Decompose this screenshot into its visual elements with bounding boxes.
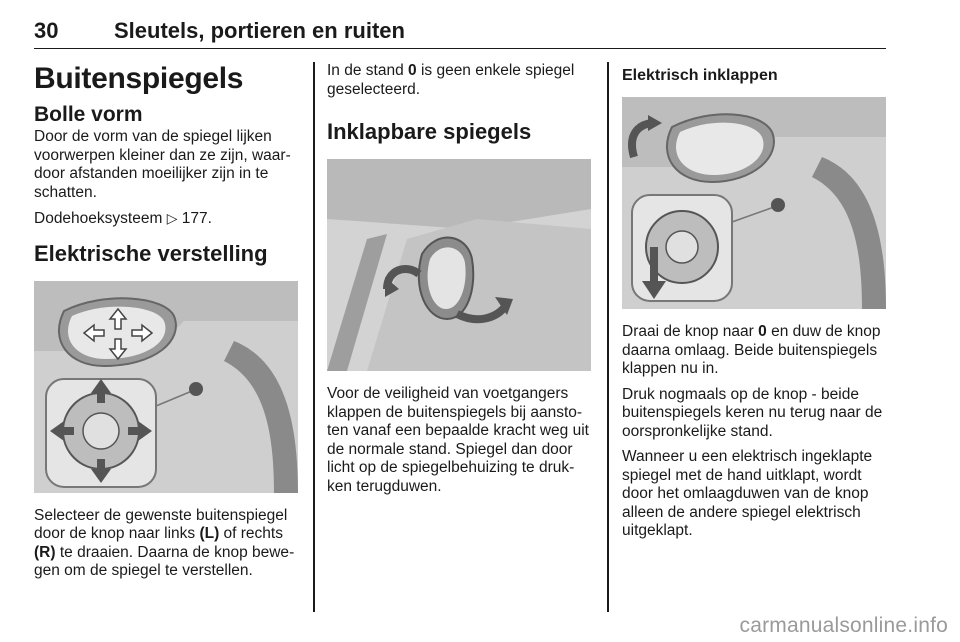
paragraph: Draai de knop naar 0 en duw de knop daarna omlaag. Beide buitenspiegels klappen nu in.: [622, 323, 881, 377]
mirror-adjust-illustration: [34, 281, 298, 493]
subheading-elektrisch-inklappen: Elektrisch inklappen: [622, 67, 778, 84]
chapter-title: Sleutels, portieren en ruiten: [114, 18, 405, 43]
right-key-label: (R): [34, 543, 56, 561]
column-divider: [313, 62, 315, 612]
subheading-inklapbare-spiegels: Inklapbare spiegels: [327, 119, 532, 144]
page-number: 30: [34, 18, 59, 43]
section-title: Buitenspiegels: [34, 62, 244, 95]
left-key-label: (L): [199, 525, 220, 542]
paragraph: In de stand 0 is geen enkele spiegel geselecteerd.: [327, 62, 575, 98]
column-3: [622, 62, 888, 548]
watermark: carmanualsonline.info: [739, 614, 948, 637]
paragraph: Wanneer u een elektrisch ingeklapte spiegel met de hand uitklapt, wordt door het omlaagduwen van de knop alleen de andere spiegel elektrisch uitgeklapt.: [622, 448, 873, 539]
paragraph: Druk nogmaals op de knop - beide buitenspiegels keren nu terug naar de oorspronkelijke stand.: [622, 385, 883, 440]
subheading-elektrische-verstelling: Elektrische verstelling: [34, 240, 268, 266]
column-1: [34, 62, 300, 588]
paragraph: Voor de veiligheid van voetgangers klappen de buitenspiegels bij aanstoten vanaf een bepaalde kracht weg uit de normale stand. Spiegel dan door licht op de spiegelbehuizing te drukken terugduwen.: [327, 385, 589, 495]
subheading-bolle-vorm: Bolle vorm: [34, 103, 143, 126]
page-header: [34, 14, 886, 49]
column-divider: [607, 62, 609, 612]
paragraph: Door de vorm van de spiegel lijken voorwerpen kleiner dan ze zijn, waardoor afstanden moeilijker zijn in te schatten.: [34, 128, 291, 201]
column-2: [327, 62, 593, 503]
paragraph-reference: Dodehoeksysteem ▷ 177.: [34, 210, 212, 227]
arrow-reference-icon: ▷: [166, 210, 178, 226]
folding-mirror-illustration: [327, 159, 591, 371]
paragraph-instructions: Selecteer de gewenste buitenspiegel door de knop naar links (L) of rechts (R) te draaien. Daarna de knop bewegen om de spiegel te verstellen.: [34, 506, 295, 579]
power-fold-illustration: [622, 97, 886, 309]
reference-page-link[interactable]: 177.: [181, 210, 212, 227]
